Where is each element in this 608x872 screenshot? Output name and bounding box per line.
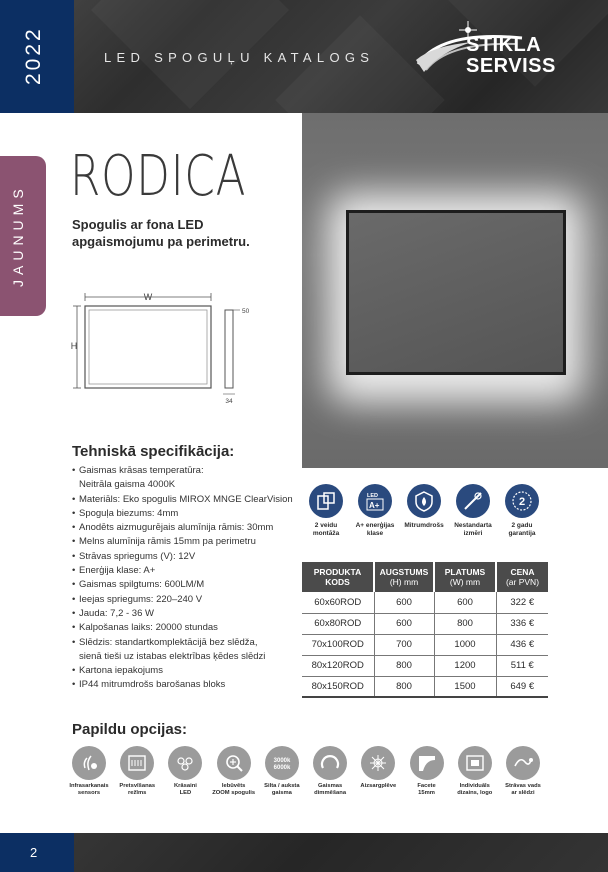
column-header-height: AUGSTUMS (H) mm	[374, 562, 434, 592]
table-row: 70x100ROD 700 1000 436 €	[302, 634, 548, 655]
spec-item: • Slēdzis: standartkomplektācijā bez slēdža, sienā tieši uz istabas elektrības ķēdes slēdzi	[72, 636, 304, 665]
spec-item: • Melns alumīnija rāmis 15mm pa perimetru	[72, 535, 304, 549]
option-facet: Facete 15mm	[404, 746, 450, 797]
mirror-outline	[85, 306, 211, 388]
energy-icon	[364, 490, 386, 512]
catalog-title: LED SPOGUĻU KATALOGS	[104, 50, 375, 65]
spec-title: Tehniskā specifikācija:	[72, 443, 235, 460]
page-number-block	[0, 833, 74, 872]
spec-item: • Strāvas spriegums (V): 12V	[72, 550, 304, 564]
dimension-drawing	[68, 286, 268, 406]
product-table	[302, 562, 548, 698]
mount-icon	[315, 490, 337, 512]
feature-icons	[302, 484, 546, 548]
page-header	[0, 0, 608, 113]
cable-switch-icon	[512, 752, 534, 774]
spec-item: • Gaismas krāsas temperatūra: Neitrāla gaisma 4000K	[72, 464, 304, 493]
spec-item: • Spoguļa biezums: 4mm	[72, 507, 304, 521]
option-warm-cold-light: 3000k 6000k Silta / auksta gaisma	[259, 746, 305, 797]
side-profile	[225, 310, 233, 388]
column-header-price: CENA (ar PVN)	[496, 562, 548, 592]
feature-custom-size: Nestandarta izmēri	[449, 484, 497, 548]
zoom-mirror-icon	[223, 752, 245, 774]
new-badge-label: JAUNUMS	[10, 184, 26, 288]
spec-item: • Jauda: 7,2 - 36 W	[72, 607, 304, 621]
spec-item: • Ieejas spriegums: 220–240 V	[72, 593, 304, 607]
column-header-code: PRODUKTA KODS	[302, 562, 374, 592]
anti-fog-icon	[126, 752, 148, 774]
spec-item: • Gaismas spilgtums: 600LM/M	[72, 578, 304, 592]
options-title: Papildu opcijas:	[72, 721, 188, 738]
option-cable-switch: Strāvas vads ar slēdzi	[500, 746, 546, 797]
new-badge	[0, 156, 46, 316]
custom-design-icon	[464, 752, 486, 774]
spec-item: • Kartona iepakojums	[72, 664, 304, 678]
page-footer	[0, 833, 608, 872]
option-anti-shatter: Aizsargplēve	[355, 746, 401, 797]
thickness-label: 34	[225, 398, 233, 405]
option-custom-design: Individuāls dizains, logo	[452, 746, 498, 797]
svg-text:3000k: 3000k	[273, 758, 291, 764]
mirror-image	[346, 210, 566, 375]
table-row: 80x120ROD 800 1200 511 €	[302, 655, 548, 676]
option-zoom-mirror: Iebūvēts ZOOM spogulis	[211, 746, 257, 797]
spec-list	[72, 464, 304, 693]
drop-icon	[413, 490, 435, 512]
ruler-icon	[462, 490, 484, 512]
depth-label: 50	[242, 308, 250, 315]
brand-logo	[412, 20, 572, 82]
width-label: W	[143, 292, 153, 302]
facet-icon	[416, 752, 438, 774]
color-led-icon	[174, 752, 196, 774]
product-description: Spogulis ar fona LED apgaismojumu pa perimetru.	[72, 217, 250, 249]
product-photo	[302, 113, 608, 468]
spec-item: • Enerģija klase: A+	[72, 564, 304, 578]
product-title: RODICA	[70, 144, 247, 209]
page-number: 2	[30, 845, 38, 860]
mirror-inner-outline	[89, 310, 207, 384]
option-dimmer: Gaismas dimmēšana	[307, 746, 353, 797]
option-color-led: Krāsaini LED	[162, 746, 208, 797]
anti-shatter-icon	[367, 752, 389, 774]
svg-text:LED: LED	[367, 493, 378, 499]
table-row: 60x80ROD 600 800 336 €	[302, 613, 548, 634]
svg-text:2: 2	[518, 496, 526, 508]
feature-warranty: 2 2 gadu garantija	[498, 484, 546, 548]
column-header-width: PLATUMS (W) mm	[434, 562, 496, 592]
option-icons	[66, 746, 546, 797]
dimmer-icon	[319, 752, 341, 774]
warranty-icon	[511, 490, 533, 512]
year-label: 2022	[22, 26, 45, 86]
feature-moisture-proof: Mitrumdrošs	[400, 484, 448, 548]
year-block	[0, 0, 74, 113]
table-header-row	[302, 562, 548, 592]
spec-item: • Materiāls: Eko spogulis MIROX MNGE ClearVision	[72, 493, 304, 507]
infrared-sensor-icon	[78, 752, 100, 774]
feature-mounting: 2 veidu montāža	[302, 484, 350, 548]
spec-item: • Anodēts aizmugurējais alumīnija rāmis: 30mm	[72, 521, 304, 535]
warm-cold-icon	[271, 752, 293, 774]
svg-text:6000k: 6000k	[273, 765, 291, 771]
svg-text:A+: A+	[369, 501, 380, 510]
spec-item: • Kalpošanas laiks: 20000 stundas	[72, 621, 304, 635]
brand-name-line2: SERVISS	[466, 55, 556, 77]
option-infrared-sensor: Infrasarkanais sensors	[66, 746, 112, 797]
brand-name-line1: STIKLA	[466, 34, 542, 56]
spec-item: • IP44 mitrumdrošs barošanas bloks	[72, 678, 304, 692]
feature-energy-class: LED A+ A+ enerģijas klase	[351, 484, 399, 548]
table-row: 80x150ROD 800 1500 649 €	[302, 676, 548, 697]
height-label: H	[70, 341, 78, 351]
table-row: 60x60ROD 600 600 322 €	[302, 592, 548, 613]
option-anti-fog: Pretsvīšanas režīms	[114, 746, 160, 797]
